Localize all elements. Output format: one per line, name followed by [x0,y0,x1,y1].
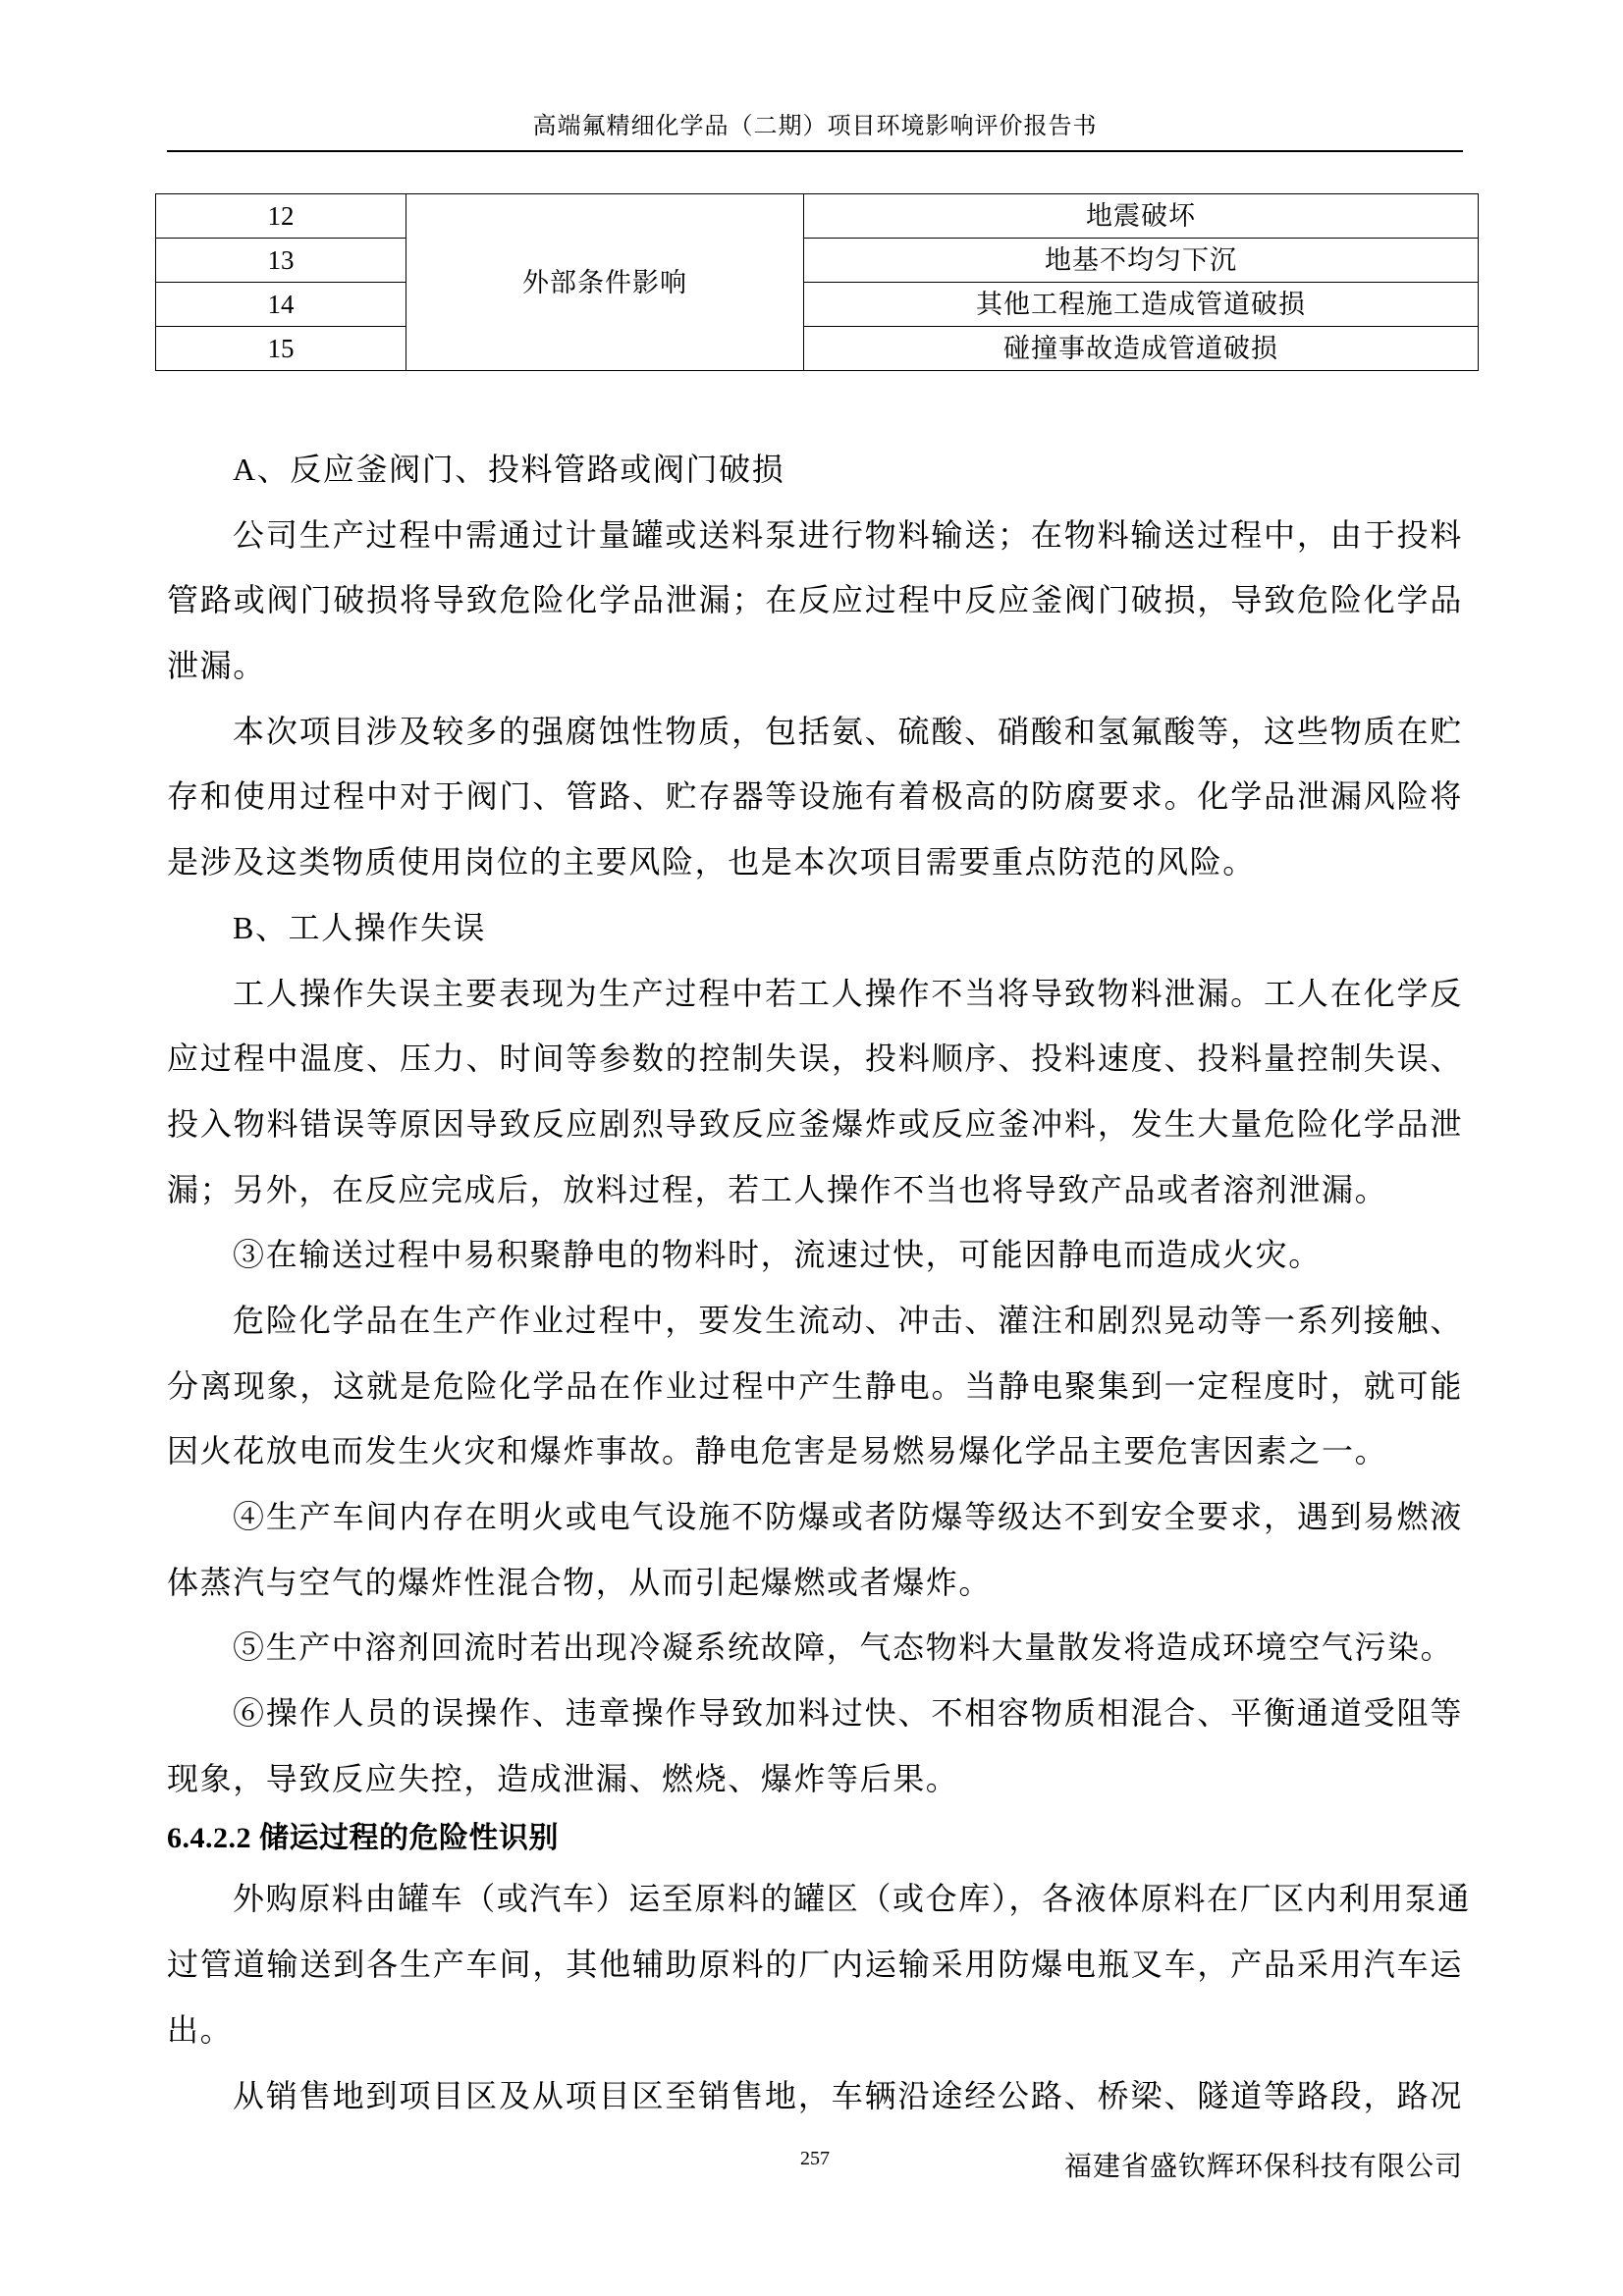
page-number: 257 [800,2148,830,2169]
paragraph [167,961,1463,1223]
paragraph-line: 应过程中温度、压力、时间等参数的控制失误，投料顺序、投料速度、投料量控制失误、 [167,1041,1463,1077]
paragraph-line: 公司生产过程中需通过计量罐或送料泵进行物料输送；在物料输送过程中，由于投料 [233,516,1463,553]
paragraph-line: 存和使用过程中对于阀门、管路、贮存器等设施有着极高的防腐要求。化学品泄漏风险将 [167,778,1463,815]
paragraph-line: 漏；另外，在反应完成后，放料过程，若工人操作不当也将导致产品或者溶剂泄漏。 [167,1171,1388,1207]
paragraph-line: ④生产车间内存在明火或电气设施不防爆或者防爆等级达不到安全要求，遇到易燃液 [233,1499,1463,1534]
row-number: 14 [156,283,406,327]
header-divider [167,150,1463,152]
table-row [156,239,1479,283]
paragraph-line: B、工人操作失误 [233,909,487,945]
table-row [156,194,1479,239]
paragraph-line: 是涉及这类物质使用岗位的主要风险，也是本次项目需要重点防范的风险。 [167,844,1256,881]
paragraph [167,503,1463,699]
paragraph-line: 外购原料由罐车（或汽车）运至原料的罐区（或仓库），各液体原料在厂区内利用泵通 [233,1881,1471,1917]
running-header [167,112,1463,141]
row-number: 12 [156,194,406,239]
row-number: 13 [156,239,406,283]
paragraph [167,699,1463,895]
row-number: 15 [156,327,406,371]
paragraph-line: 因火花放电而发生火灾和爆炸事故。静电危害是易燃易爆化学品主要危害因素之一。 [167,1433,1388,1469]
paragraph [167,1681,1463,1811]
paragraph-line: 泄漏。 [167,648,266,684]
risk-description: 地震破坏 [804,194,1479,239]
paragraph-line: 分离现象，这就是危险化学品在作业过程中产生静电。当静电聚集到一定程度时，就可能 [167,1367,1463,1404]
paragraph [167,1615,1463,1681]
paragraph [167,1866,1471,2062]
paragraph [167,437,1463,503]
paragraph-line: ⑥操作人员的误操作、违章操作导致加料过快、不相容物质相混合、平衡通道受阻等 [233,1695,1463,1732]
paragraph [167,1484,1463,1615]
category-cell: 外部条件影响 [406,194,804,371]
risk-description: 碰撞事故造成管道破损 [804,327,1479,371]
paragraph-group [167,1866,1471,2128]
paragraph-line: 危险化学品在生产作业过程中，要发生流动、冲击、灌注和剧烈晃动等一系列接触、 [233,1302,1463,1338]
report-title: 高端氟精细化学品（二期）项目环境影响评价报告书 [532,114,1098,139]
paragraph-line: 管路或阀门破损将导致危险化学品泄漏；在反应过程中反应釜阀门破损，导致危险化学品 [167,582,1463,618]
paragraph-line: 工人操作失误主要表现为生产过程中若工人操作不当将导致物料泄漏。工人在化学反 [233,975,1463,1011]
section-heading: 6.4.2.2 储运过程的危险性识别 [167,1822,559,1855]
risk-description: 地基不均匀下沉 [804,239,1479,283]
paragraph-line: 现象，导致反应失控，造成泄漏、燃烧、爆炸等后果。 [167,1760,959,1796]
paragraph [167,1222,1463,1288]
paragraph-line: 过管道输送到各生产车间，其他辅助原料的厂内运输采用防爆电瓶叉车，产品采用汽车运 [167,1947,1463,1983]
table-row [156,283,1479,327]
paragraph-line: ⑤生产中溶剂回流时若出现冷凝系统故障，气态物料大量散发将造成环境空气污染。 [233,1629,1454,1666]
paragraph-line: 投入物料错误等原因导致反应剧烈导致反应釜爆炸或反应釜冲料，发生大量危险化学品泄 [167,1105,1463,1142]
paragraph-group [167,437,1463,1811]
company-name: 福建省盛钦辉环保科技有限公司 [1063,2152,1463,2182]
paragraph-line: 出。 [167,2011,234,2048]
paragraph [167,895,1463,961]
risk-description: 其他工程施工造成管道破损 [804,283,1479,327]
paragraph-line: 本次项目涉及较多的强腐蚀性物质，包括氨、硫酸、硝酸和氢氟酸等，这些物质在贮 [233,713,1463,749]
table-row [156,327,1479,371]
paragraph [167,1288,1463,1484]
paragraph [167,2063,1463,2129]
paragraph-line: A、反应釜阀门、投料管路或阀门破损 [233,452,785,487]
paragraph-line: 从销售地到项目区及从项目区至销售地，车辆沿途经公路、桥梁、隧道等路段，路况 [233,2077,1463,2113]
paragraph-line: 体蒸汽与空气的爆炸性混合物，从而引起爆燃或者爆炸。 [167,1564,993,1600]
paragraph-line: ③在输送过程中易积聚静电的物料时，流速过快，可能因静电而造成火灾。 [233,1237,1322,1273]
risk-factor-table [155,193,1479,371]
body-text [167,437,1471,2128]
